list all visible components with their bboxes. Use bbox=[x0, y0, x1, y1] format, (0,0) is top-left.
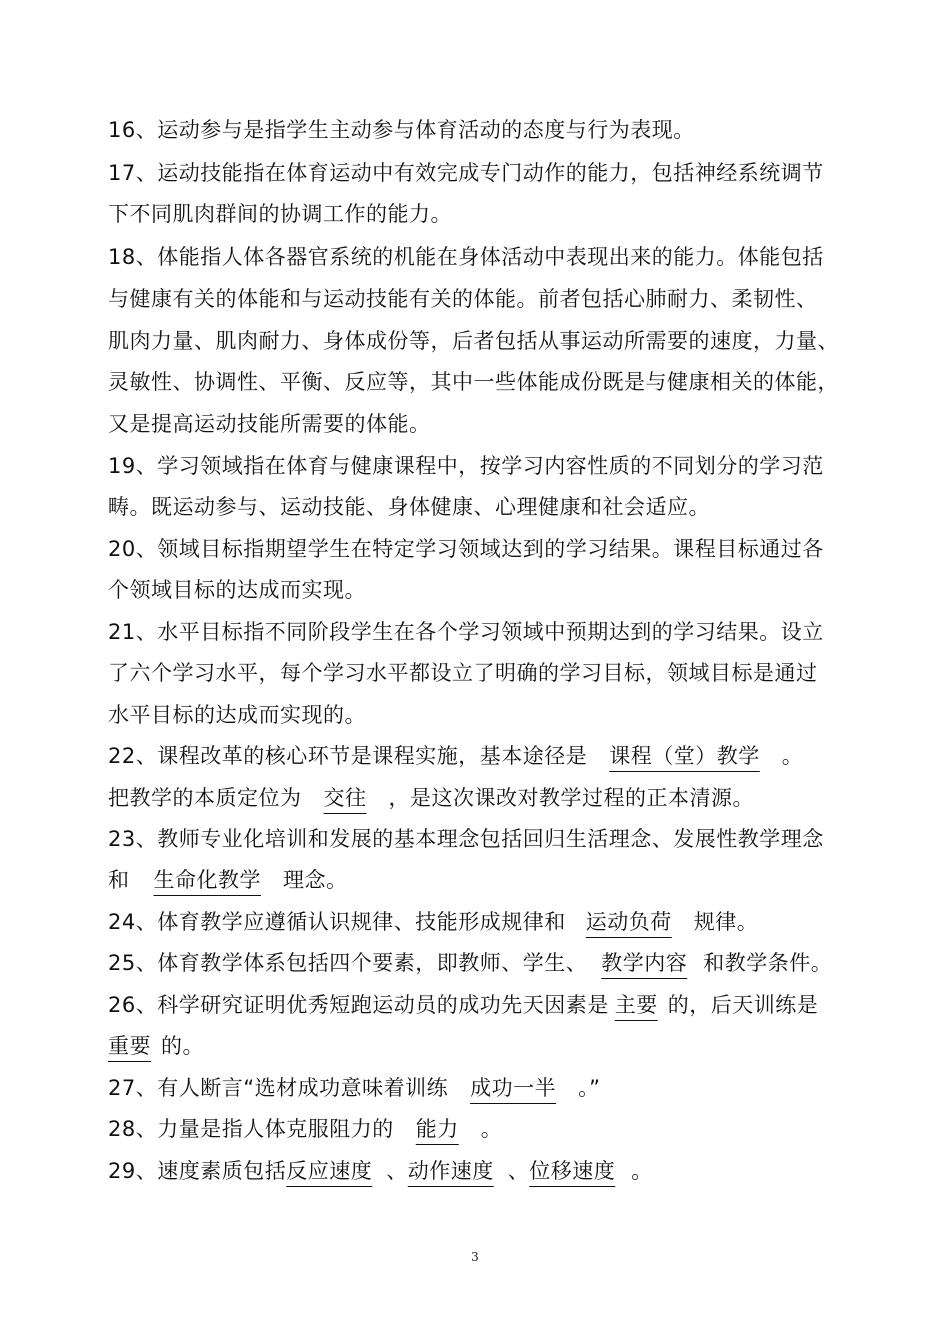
answer-blank: 交往 bbox=[323, 786, 367, 810]
answer-blank: 教学内容 bbox=[601, 951, 688, 975]
text-line-16: 16、运动参与是指学生主动参与体育活动的态度与行为表现。 bbox=[108, 118, 695, 142]
text-line-18b: 与健康有关的体能和与运动技能有关的体能。前者包括心肺耐力、柔韧性、 bbox=[108, 287, 818, 311]
answer-blank: 动作速度 bbox=[407, 1159, 494, 1183]
text-line-20a: 20、领域目标指期望学生在特定学习领域达到的学习结果。课程目标通过各 bbox=[108, 537, 824, 561]
answer-blank: 课程（堂）教学 bbox=[609, 744, 760, 768]
answer-blank: 位移速度 bbox=[529, 1159, 616, 1183]
text-line-20b: 个领域目标的达成而实现。 bbox=[108, 578, 366, 602]
text-line-23b: 和 生命化教学 理念。 bbox=[108, 868, 348, 892]
answer-blank: 主要 bbox=[614, 993, 658, 1017]
text-line-26b: 重要 的。 bbox=[108, 1034, 204, 1058]
text-line-27: 27、有人断言“选材成功意味着训练 成功一半 。” bbox=[108, 1076, 601, 1100]
text-line-24: 24、体育教学应遵循认识规律、技能形成规律和 运动负荷 规律。 bbox=[108, 910, 759, 934]
text-line-21a: 21、水平目标指不同阶段学生在各个学习领域中预期达到的学习结果。设立 bbox=[108, 620, 824, 644]
text-line-21b: 了六个学习水平，每个学习水平都设立了明确的学习目标，领域目标是通过 bbox=[108, 661, 818, 685]
text-line-18e: 又是提高运动技能所需要的体能。 bbox=[108, 412, 431, 436]
text-line-17b: 下不同肌肉群间的协调工作的能力。 bbox=[108, 202, 452, 226]
page-number: 3 bbox=[471, 1250, 479, 1264]
text-line-17a: 17、运动技能指在体育运动中有效完成专门动作的能力，包括神经系统调节 bbox=[108, 161, 824, 185]
answer-blank: 生命化教学 bbox=[153, 868, 261, 892]
text-line-23a: 23、教师专业化培训和发展的基本理念包括回归生活理念、发展性教学理念 bbox=[108, 827, 824, 851]
text-line-18c: 肌肉力量、肌肉耐力、身体成份等，后者包括从事运动所需要的速度，力量、 bbox=[108, 329, 839, 353]
answer-blank: 能力 bbox=[415, 1117, 459, 1141]
text-line-22a: 22、课程改革的核心环节是课程实施，基本途径是 课程（堂）教学 。 bbox=[108, 744, 804, 768]
text-line-19b: 畴。既运动参与、运动技能、身体健康、心理健康和社会适应。 bbox=[108, 495, 710, 519]
text-line-29: 29、速度素质包括反应速度 、动作速度 、位移速度 。 bbox=[108, 1159, 653, 1183]
answer-blank: 成功一半 bbox=[470, 1076, 557, 1100]
answer-blank: 运动负荷 bbox=[585, 910, 672, 934]
text-line-18d: 灵敏性、协调性、平衡、反应等，其中一些体能成份既是与健康相关的体能， bbox=[108, 370, 839, 394]
text-line-18a: 18、体能指人体各器官系统的机能在身体活动中表现出来的能力。体能包括 bbox=[108, 245, 824, 269]
text-line-28: 28、力量是指人体克服阻力的 能力 。 bbox=[108, 1117, 503, 1141]
answer-blank: 重要 bbox=[108, 1034, 151, 1058]
text-line-21c: 水平目标的达成而实现的。 bbox=[108, 703, 366, 727]
text-line-22b: 把教学的本质定位为 交往 ，是这次课改对教学过程的正本清源。 bbox=[108, 786, 754, 810]
answer-blank: 反应速度 bbox=[286, 1159, 373, 1183]
text-line-25: 25、体育教学体系包括四个要素，即教师、学生、 教学内容 和教学条件。 bbox=[108, 951, 833, 975]
text-line-26a: 26、科学研究证明优秀短跑运动员的成功先天因素是 主要 的，后天训练是 bbox=[108, 993, 819, 1017]
text-line-19a: 19、学习领域指在体育与健康课程中，按学习内容性质的不同划分的学习范 bbox=[108, 454, 824, 478]
